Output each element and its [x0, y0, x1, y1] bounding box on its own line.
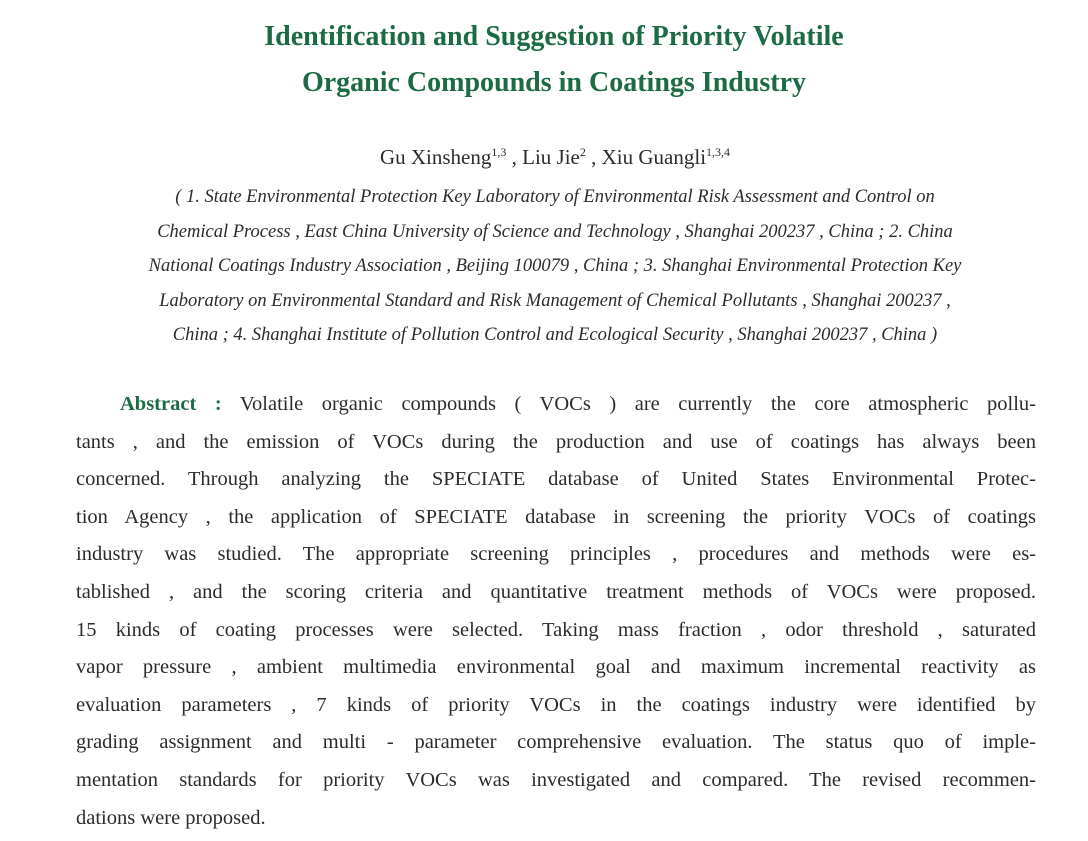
abstract-line: tablished , and the scoring criteria and quantitative treatment methods of VOCs were proposed. — [76, 580, 1036, 603]
abstract-line: industry was studied. The appropriate screening principles , procedures and methods were es- — [76, 543, 1036, 566]
abstract-line: tants , and the emission of VOCs during the production and use of coatings has always been — [76, 430, 1036, 453]
affiliation-line: National Coatings Industry Association , Beijing 100079 , China ; 3. Shanghai Environmental Protection Key — [148, 256, 962, 276]
abstract-line-text: Volatile organic compounds ( VOCs ) are currently the core atmospheric pollu- — [239, 393, 1036, 415]
author-name: Gu Xinsheng — [379, 145, 492, 169]
author-affiliation-mark: 1,3 — [491, 145, 507, 159]
title-line-2: Organic Compounds in Coatings Industry — [301, 67, 807, 98]
abstract-line: dations were proposed. — [76, 806, 266, 829]
abstract — [76, 386, 1036, 837]
affiliation-line: ( 1. State Environmental Protection Key Laboratory of Environmental Risk Assessment and Control on — [175, 187, 935, 207]
affiliation-line: Chemical Process , East China University of Science and Technology , Shanghai 200237 , China ; 2. China — [157, 221, 953, 242]
author-name: Liu Jie — [522, 145, 580, 169]
abstract-line: grading assignment and multi - parameter comprehensive evaluation. The status quo of imple- — [76, 731, 1036, 754]
author-separator: , — [585, 145, 597, 169]
author-affiliation-mark: 2 — [579, 145, 586, 159]
abstract-label: Abstract : — [120, 393, 222, 415]
abstract-line: vapor pressure , ambient multimedia environmental goal and maximum incremental reactivity as — [76, 656, 1036, 679]
affiliations — [0, 180, 1088, 353]
abstract-line: concerned. Through analyzing the SPECIATE database of United States Environmental Protec- — [76, 468, 1036, 491]
abstract-line: evaluation parameters , 7 kinds of priority VOCs in the coatings industry were identified by — [76, 693, 1036, 716]
abstract-line: tion Agency , the application of SPECIATE database in screening the priority VOCs of coatings — [76, 505, 1036, 528]
abstract-line — [76, 386, 1036, 424]
author-list — [0, 142, 1088, 172]
paper-title — [0, 14, 1088, 106]
title-line-1: Identification and Suggestion of Priority Volatile — [264, 21, 844, 52]
affiliation-line: China ; 4. Shanghai Institute of Pollution Control and Ecological Security , Shanghai 200237 , China ) — [172, 325, 938, 345]
abstract-line: mentation standards for priority VOCs was investigated and compared. The revised recommen- — [76, 768, 1036, 791]
author-affiliation-mark: 1,3,4 — [706, 145, 731, 159]
affiliation-line: Laboratory on Environmental Standard and Risk Management of Chemical Pollutants , Shanghai 200237 , — [159, 290, 951, 311]
author-separator: , — [506, 145, 517, 169]
author-name: Xiu Guangli — [601, 145, 707, 169]
abstract-line: 15 kinds of coating processes were selected. Taking mass fraction , odor threshold , saturated — [76, 618, 1036, 641]
